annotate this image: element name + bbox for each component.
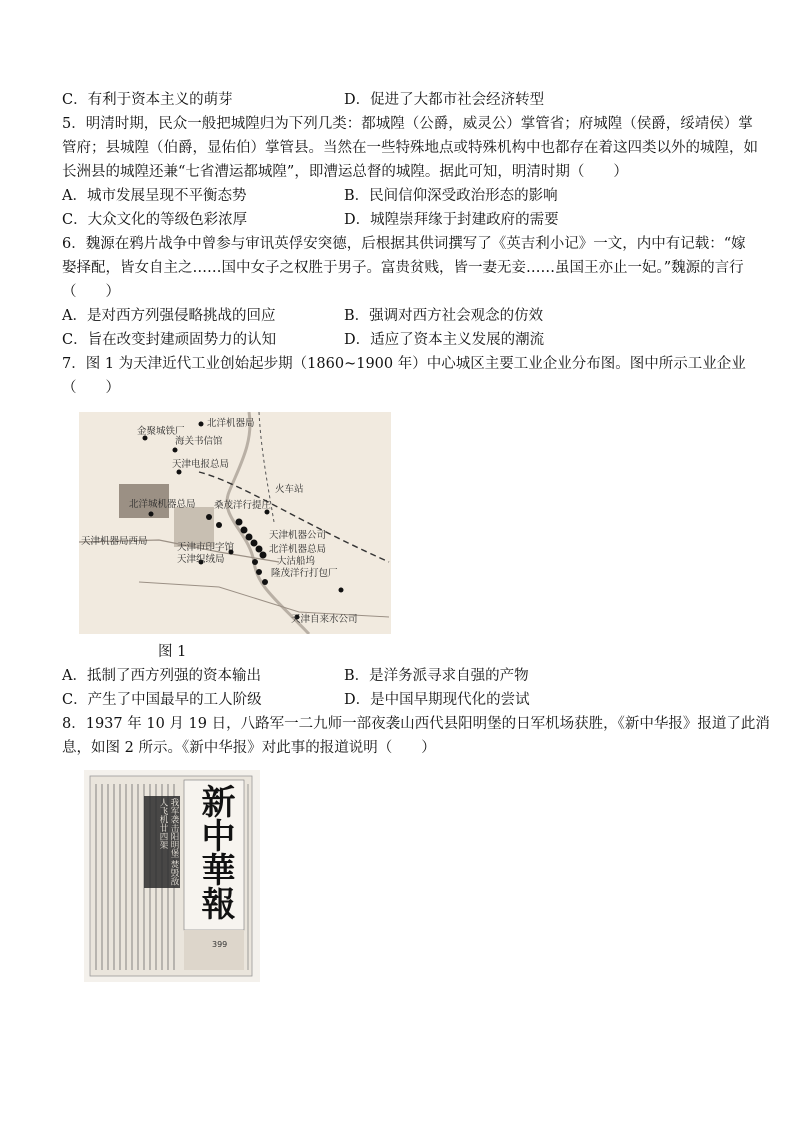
map-label-8: 天津织绒局 [177,554,225,565]
q5-options-cd [62,208,738,232]
map-label-1: 金聚城铁厂 [137,426,185,437]
q5-option-b[interactable]: B．民间信仰深受政治形态的影响 [344,188,558,204]
q4-options-cd [62,88,738,112]
map-label-5: 桑茂洋行提庄 [214,500,272,511]
map-label-13: 天津自来水公司 [291,614,358,625]
q6-options-cd [62,328,738,352]
q7-option-c[interactable]: C．产生了中国最早的工人阶级 [62,692,262,708]
q6-stem-line-3: （ ） [62,284,120,300]
question-8 [62,712,770,982]
q7-stem-line-2: （ ） [62,380,120,396]
newspaper-headline: 我军袭击阳明堡 焚毁敌人飞机廿四架 [158,798,179,886]
q5-stem-line-1: 5．明清时期，民众一般把城隍归为下列几类：都城隍（公爵，威灵公）掌管省；府城隍（侯爵，绥靖侯）掌 [62,116,753,132]
q8-stem-line-1: 8．1937 年 10 月 19 日，八路军一二九师一部夜袭山西代县阳明堡的日军机场获胜，《新中华报》报道了此消 [62,716,770,732]
q7-stem-line-1: 7．图 1 为天津近代工业创始起步期（1860~1900 年）中心城区主要工业企业分布图。图中所示工业企业 [62,356,746,372]
question-7 [62,352,746,712]
q8-stem-line-2: 息，如图 2 所示。《新中华报》对此事的报道说明（ ） [62,740,436,756]
map-label-3: 天津电报总局 [172,459,230,470]
map-label-12: 隆茂洋行打包厂 [271,568,338,579]
q5-option-c[interactable]: C．大众文化的等级色彩浓厚 [62,212,248,228]
q5-option-a[interactable]: A．城市发展呈现不平衡态势 [62,188,247,204]
q7-options-cd [62,688,738,712]
map-label-11: 大沽船坞 [277,556,316,567]
figure-1-caption: 图 1 [158,644,187,660]
map-label-10: 北洋机器总局 [269,544,327,555]
exam-page [62,88,770,982]
q5-options-ab [62,184,738,208]
question-5 [62,112,758,232]
map-label-2: 海关书信馆 [175,436,223,447]
newspaper-issue-number: 399 [212,940,228,949]
q6-option-a[interactable]: A．是对西方列强侵略挑战的回应 [62,308,276,324]
q7-option-b[interactable]: B．是洋务派寻求自强的产物 [344,668,529,684]
q4-option-d[interactable]: D．促进了大都市社会经济转型 [344,92,545,108]
map-label-7: 天津市印字馆 [177,542,235,553]
figure-2-newspaper [84,770,260,982]
q6-stem-line-1: 6．魏源在鸦片战争中曾参与审讯英俘安突德，后根据其供词撰写了《英吉利小记》一文，内中有记载：“嫁 [62,236,746,252]
q4-option-c[interactable]: C．有利于资本主义的萌芽 [62,92,233,108]
map-label-0: 北洋机器局 [207,418,255,429]
map-graphic [79,412,391,634]
map-label-6: 天津机器局西局 [81,536,148,547]
q7-option-a[interactable]: A．抵制了西方列强的资本输出 [62,668,261,684]
q5-stem-line-3: 长洲县的城隍还兼“七省漕运都城隍”，即漕运总督的城隍。据此可知，明清时期（ ） [62,164,628,180]
map-label-14: 火车站 [275,484,304,495]
question-6 [62,232,746,352]
map-label-4: 北洋城机器总局 [129,499,196,510]
q7-option-d[interactable]: D．是中国早期现代化的尝试 [344,692,530,708]
q6-option-c[interactable]: C．旨在改变封建顽固势力的认知 [62,332,277,348]
q6-options-ab [62,304,738,328]
q6-stem-line-2: 娶择配，皆女自主之……国中女子之权胜于男子。富贵贫贱，皆一妻无妾……虽国王亦止一妃。”魏源的言行 [62,260,744,276]
q5-option-d[interactable]: D．城隍崇拜缘于封建政府的需要 [344,212,559,228]
figure-1-tianjin-industry-map [79,412,391,634]
q6-option-b[interactable]: B．强调对西方社会观念的仿效 [344,308,544,324]
q6-option-d[interactable]: D．适应了资本主义发展的潮流 [344,332,545,348]
map-label-9: 天津机器公司 [269,530,327,541]
q7-options-ab [62,664,738,688]
newspaper-masthead: 新中華報 [195,784,235,920]
q5-stem-line-2: 管府；县城隍（伯爵，显佑伯）掌管县。当然在一些特殊地点或特殊机构中也都存在着这四类以外的城隍，如 [62,140,758,156]
